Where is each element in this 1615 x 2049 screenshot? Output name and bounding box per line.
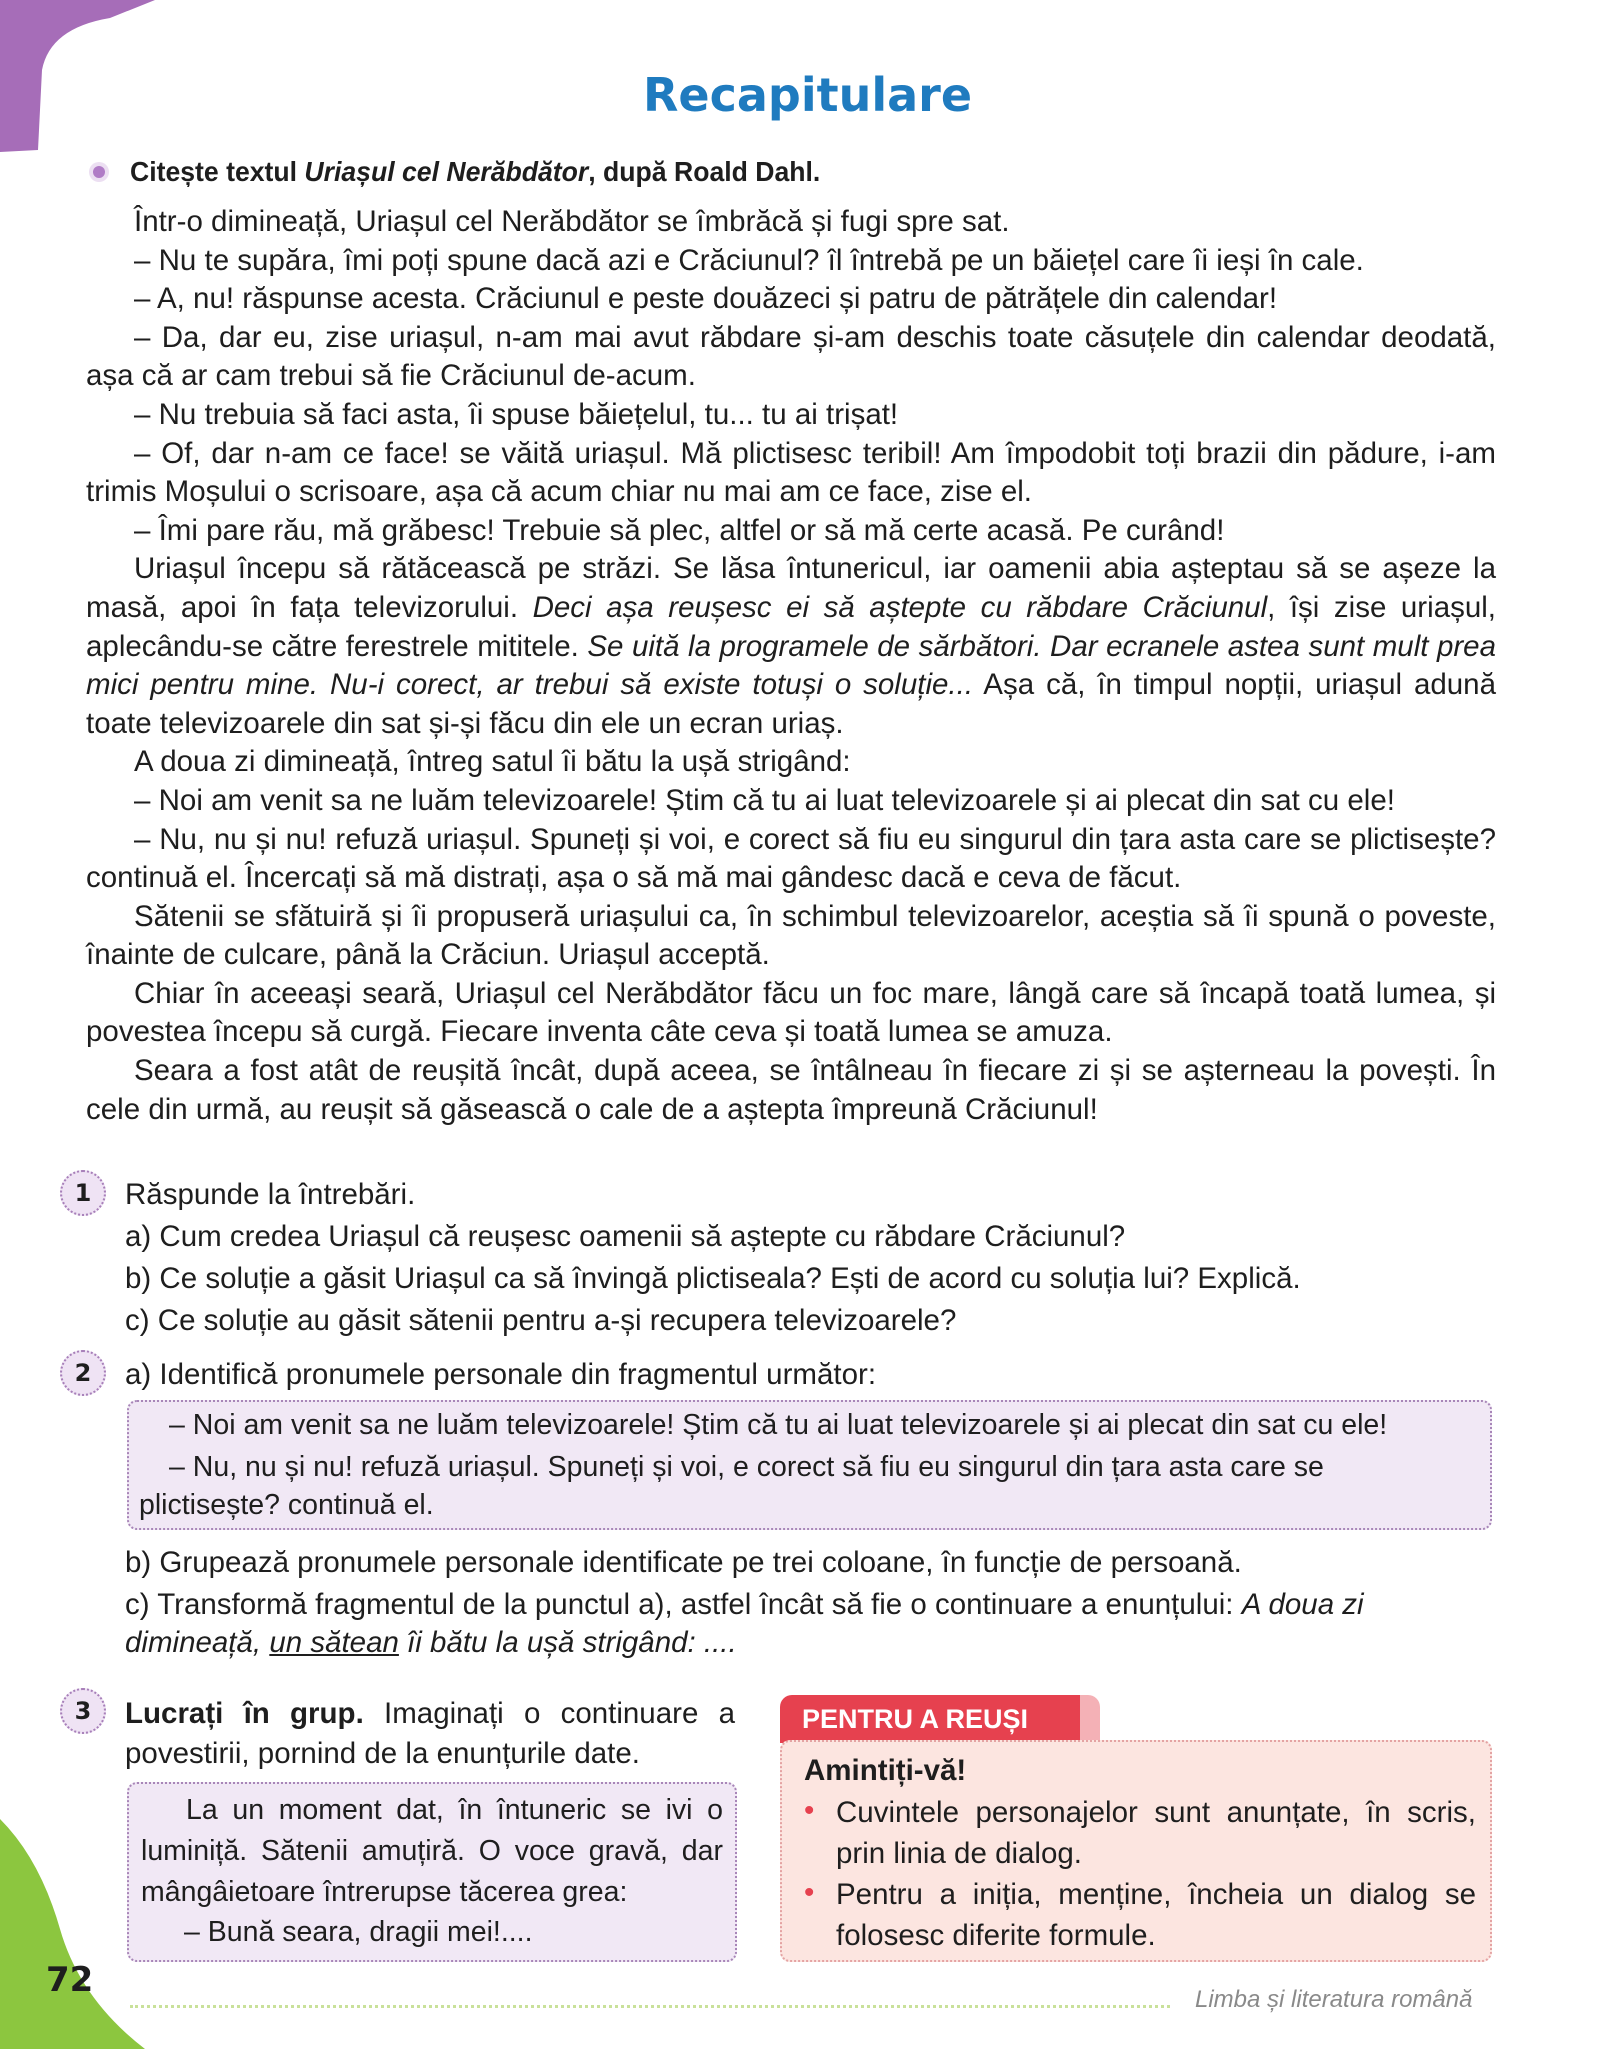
page-title: Recapitulare bbox=[642, 68, 973, 122]
story-paragraph: – Noi am venit sa ne luăm televizoarele! Știm că tu ai luat televizoarele și ai plecat din sat cu ele! bbox=[134, 783, 1395, 817]
story-paragraph: A doua zi dimineață, întreg satul îi bătu la ușă strigând: bbox=[134, 745, 851, 779]
story-paragraph bbox=[86, 550, 1496, 743]
exercise-2-c-text: c) Transformă fragmentul de la punctul a), astfel încât să fie o continuare a enunțului: bbox=[125, 1588, 1242, 1621]
story-paragraph: Sătenii se sfătuiră și îi propuseră uriașului ca, în schimbul televizoarelor, aceștia să îi spună o poveste, înainte de culcare, până la Crăciun. Uriașul acceptă. bbox=[86, 899, 1496, 972]
exercise-2-b: b) Grupează pronumele personale identificate pe trei coloane, în funcție de persoană. bbox=[125, 1546, 1242, 1579]
instruction-author: , după Roald Dahl. bbox=[588, 156, 821, 187]
tip-box bbox=[780, 1740, 1492, 1962]
exercise-2-c bbox=[125, 1586, 1495, 1662]
quote-box bbox=[127, 1400, 1492, 1530]
story-start-box bbox=[127, 1782, 737, 1962]
tip-item: Pentru a iniția, menține, încheia un dialog se folosesc diferite formule. bbox=[836, 1878, 1476, 1952]
story-text bbox=[86, 203, 1496, 1129]
exercise-number-3: 3 bbox=[60, 1688, 106, 1734]
story-italic: Deci așa reușesc ei să aștepte cu răbdare Crăciunul bbox=[532, 590, 1268, 624]
exercise-number-2: 2 bbox=[60, 1350, 106, 1396]
exercise-2-c-italic: îi bătu la ușă strigând: .... bbox=[398, 1626, 737, 1659]
footer-divider bbox=[130, 2005, 1170, 2008]
quote-line: – Noi am venit sa ne luăm televizoarele! Știm că tu ai luat televizoarele și ai plecat din sat cu ele! bbox=[169, 1409, 1388, 1441]
footer-subject: Limba și literatura română bbox=[1195, 1986, 1473, 2013]
exercise-1-item: b) Ce soluție a găsit Uriașul ca să învingă plictiseala? Ești de acord cu soluția lui? Explică. bbox=[125, 1262, 1301, 1295]
work-title: Uriașul cel Nerăbdător bbox=[304, 156, 589, 187]
tip-bullet-icon: • bbox=[804, 1794, 815, 1827]
story-paragraph: – Nu, nu și nu! refuză uriașul. Spuneți și voi, e corect să fiu eu singurul din țara asta care se plictisește? continuă el. Încercați să mă distrați, așa o să mă mai gândesc dacă e ceva de făcut. bbox=[86, 822, 1496, 895]
story-italic: Se uită la programele de sărbători. Dar ecranele astea sunt mult prea mici pentru mine. Nu-i corect, ar trebui să existe totuși o soluție... bbox=[86, 629, 1496, 702]
story-paragraph: – Da, dar eu, zise uriașul, n-am mai avut răbdare și-am deschis toate căsuțele din calendar deodată, așa că ar cam trebui să fie Crăciunul de-acum. bbox=[86, 320, 1496, 393]
exercise-1-item: a) Cum credea Uriașul că reușesc oamenii să aștepte cu răbdare Crăciunul? bbox=[125, 1220, 1126, 1253]
exercise-1-title: Răspunde la întrebări. bbox=[125, 1178, 416, 1211]
quote-line: – Nu, nu și nu! refuză uriașul. Spuneți și voi, e corect să fiu eu singurul din țara asta care se plictisește? continuă el. bbox=[139, 1451, 1324, 1521]
story-paragraph: – Of, dar n-am ce face! se văită uriașul. Mă plictisesc teribil! Am împodobit toți brazii din pădure, i-am trimis Moșului o scrisoare, așa că acum chiar nu mai am ce face, zise el. bbox=[86, 436, 1496, 509]
exercise-2-c-italic: A doua zi dimineață, bbox=[125, 1588, 1364, 1659]
exercise-2-c-underlined: un sătean bbox=[269, 1626, 399, 1659]
story-segment: Uriașul începu să rătăcească pe străzi. Se lăsa întunericul, iar oamenii abia așteptau să se așeze la masă, apoi în fața televizorului. bbox=[86, 552, 1496, 624]
story-start-text: La un moment dat, în întuneric se ivi o luminiță. Sătenii amuțiră. O voce gravă, dar mângâietoare întrerupse tăcerea grea: bbox=[141, 1794, 723, 1908]
story-segment: Așa că, în timpul nopții, uriașul adună toate televizoarele din sat și-și făcu din ele un ecran uriaș. bbox=[86, 668, 1496, 740]
bullet-icon bbox=[93, 166, 105, 178]
story-start-dialog: – Bună seara, dragii mei!.... bbox=[184, 1916, 533, 1948]
exercise-1-item: c) Ce soluție au găsit sătenii pentru a-și recupera televizoarele? bbox=[125, 1304, 957, 1337]
tip-item: Cuvintele personajelor sunt anunțate, în scris, prin linia de dialog. bbox=[836, 1796, 1476, 1870]
tip-bullet-icon: • bbox=[804, 1876, 815, 1909]
instruction-text: Citește textul bbox=[130, 156, 305, 187]
story-paragraph: Chiar în aceeași seară, Uriașul cel Nerăbdător făcu un foc mare, lângă care să încapă toată lumea, și povestea începu să curgă. Fiecare inventa câte ceva și toată lumea se amuza. bbox=[86, 976, 1496, 1049]
story-paragraph: Seara a fost atât de reușită încât, după aceea, se întâlneau în fiecare zi și se așterneau la povești. În cele din urmă, au reușit să găsească o cale de a aștepta împreună Crăciunul! bbox=[86, 1054, 1496, 1126]
story-paragraph: Într-o dimineață, Uriașul cel Nerăbdător se îmbrăcă și fugi spre sat. bbox=[134, 205, 1010, 238]
page-number: 72 bbox=[46, 1960, 94, 2000]
story-paragraph: – Îmi pare rău, mă grăbesc! Trebuie să plec, altfel or să mă certe acasă. Pe curând! bbox=[134, 513, 1225, 547]
tip-tab: PENTRU A REUȘI bbox=[780, 1695, 1080, 1743]
story-paragraph: – Nu trebuia să faci asta, îi spuse băiețelul, tu... tu ai trișat! bbox=[134, 397, 899, 431]
tip-heading: Amintiți-vă! bbox=[804, 1754, 967, 1787]
story-paragraph: – Nu te supăra, îmi poți spune dacă azi e Crăciunul? îl întrebă pe un băiețel care îi ieși în cale. bbox=[134, 243, 1364, 277]
story-paragraph: – A, nu! răspunse acesta. Crăciunul e peste douăzeci și patru de pătrățele din calendar! bbox=[134, 282, 1278, 316]
exercise-3-text bbox=[125, 1694, 735, 1774]
story-segment: , își zise uriașul, aplecându-se către ferestrele mititele. bbox=[86, 590, 1497, 663]
exercise-3-instruction: Imaginați o continuare a povestirii, pornind de la enunțurile date. bbox=[125, 1697, 735, 1770]
exercise-3-bold: Lucrați în grup. bbox=[125, 1697, 364, 1730]
exercise-number-1: 1 bbox=[60, 1170, 106, 1216]
exercise-2-a: a) Identifică pronumele personale din fragmentul următor: bbox=[125, 1358, 877, 1391]
reading-instruction bbox=[130, 156, 820, 188]
